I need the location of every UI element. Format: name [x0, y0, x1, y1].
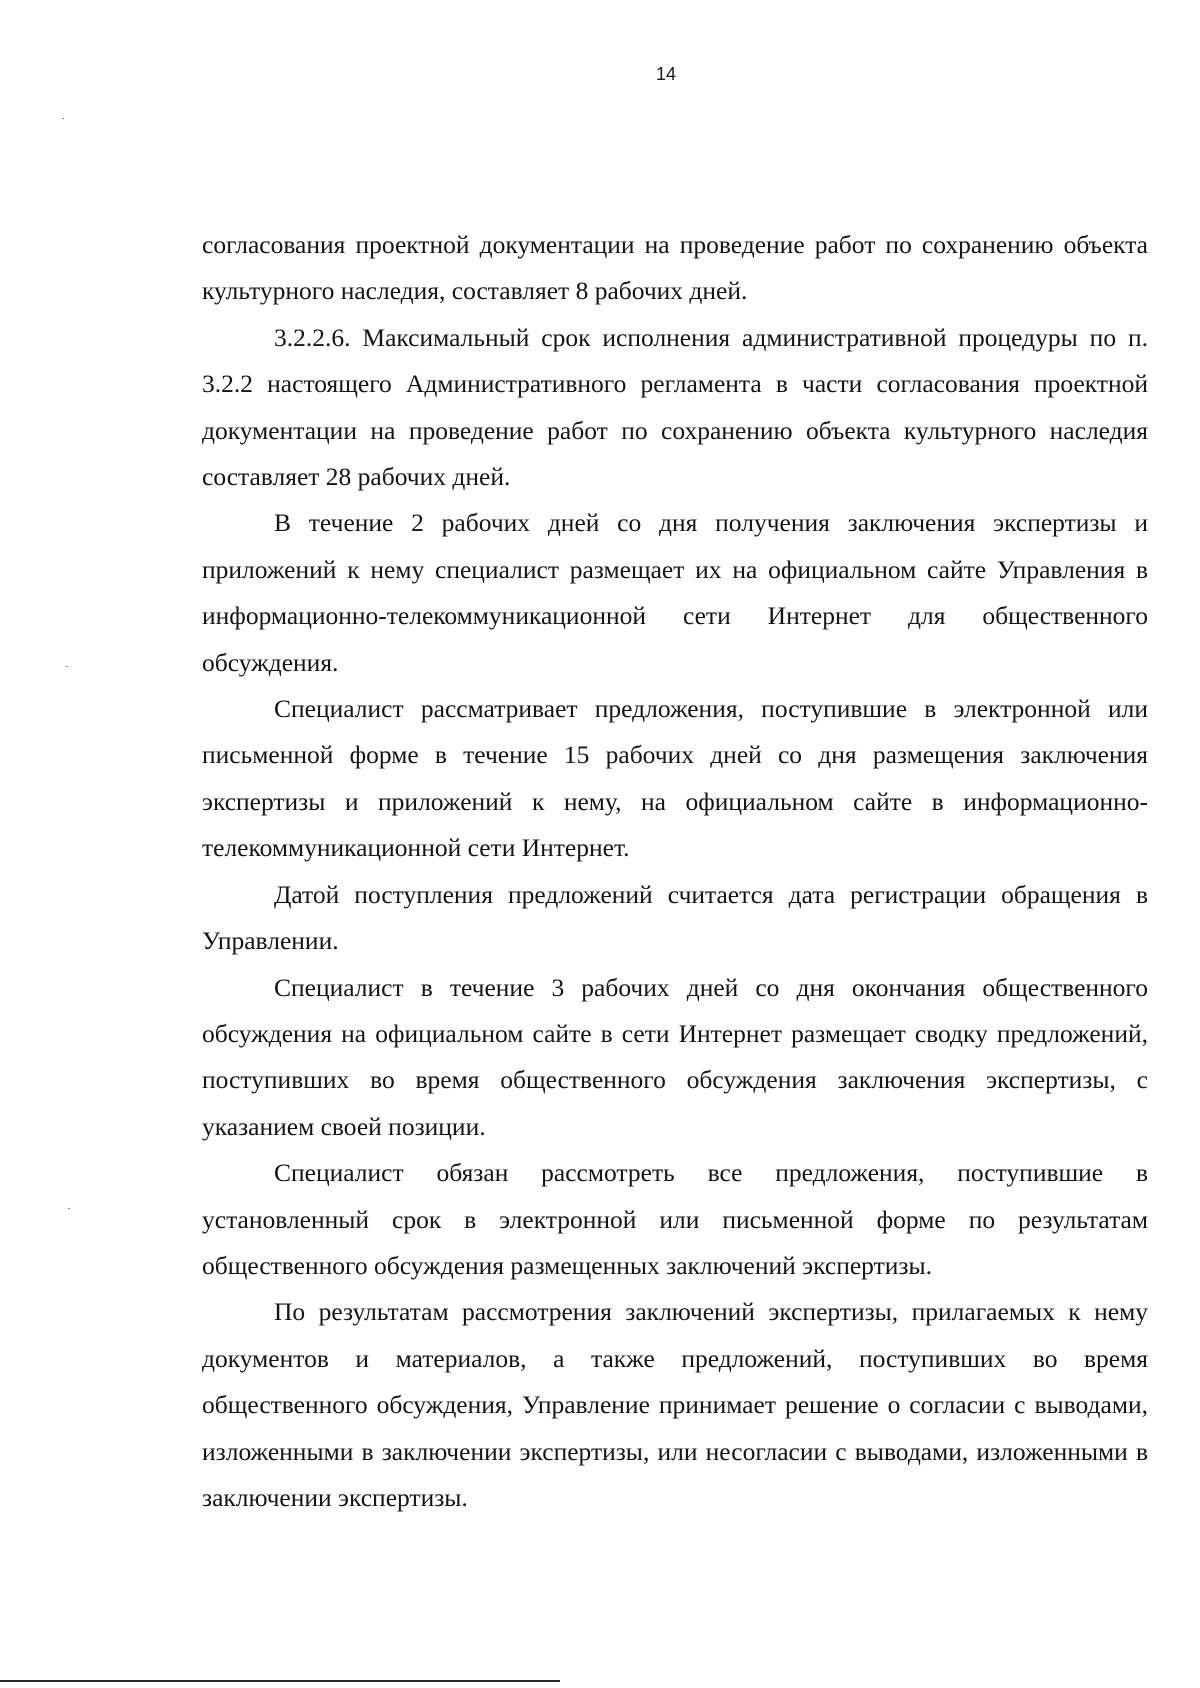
document-body: [202, 222, 1148, 1521]
paragraph-continuation: согласования проектной документации на проведение работ по сохранению объекта культурного наследия, составляет 8 рабочих дней.: [202, 230, 1148, 306]
paragraph-review-proposals: Специалист рассматривает предложения, поступившие в электронной или письменной форме в течение 15 рабочих дней со дня размещения заключения экспертизы и приложений к нему, на официальном сайте в информационно-телекоммуникационной сети Интернет.: [202, 694, 1148, 863]
paragraph-decision: По результатам рассмотрения заключений экспертизы, прилагаемых к нему документов и материалов, а также предложений, поступивших во время общественного обсуждения, Управление принимает решение о согласии с выводами, изложенными в заключении экспертизы, или несогласии с выводами, изложенными в заключении экспертизы.: [202, 1297, 1148, 1512]
scan-speck: [68, 1208, 70, 1209]
paragraph-3-2-2-6: 3.2.2.6. Максимальный срок исполнения административной процедуры по п. 3.2.2 настоящего Административного регламента в части согласования проектной документации на проведение работ по сохранению объекта культурного наследия составляет 28 рабочих дней.: [202, 322, 1148, 492]
paragraph-summary: Специалист в течение 3 рабочих дней со дня окончания общественного обсуждения на официальном сайте в сети Интернет размещает сводку предложений, поступивших во время общественного обсуждения заключения экспертизы, с указанием своей позиции.: [202, 972, 1148, 1141]
paragraph-obligation: Специалист обязан рассмотреть все предложения, поступившие в установленный срок в электронной или письменной форме по результатам общественного обсуждения размещенных заключений экспертизы.: [202, 1158, 1148, 1280]
scan-speck: [66, 666, 68, 667]
paragraph-publication: В течение 2 рабочих дней со дня получения заключения экспертизы и приложений к нему специалист размещает их на официальном сайте Управления в информационно-телекоммуникационной сети Интернет для общественного обсуждения.: [202, 508, 1148, 677]
bottom-edge-line: [0, 1680, 560, 1682]
scan-speck: [62, 118, 64, 119]
page-number: 14: [655, 64, 677, 84]
paragraph-receipt-date: Датой поступления предложений считается дата регистрации обращения в Управлении.: [202, 879, 1148, 956]
